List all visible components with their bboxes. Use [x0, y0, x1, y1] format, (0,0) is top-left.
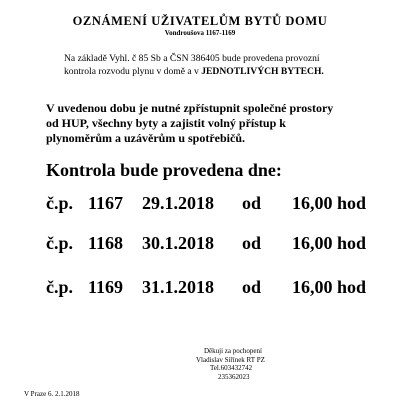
- phone-number-2: 235362023: [218, 372, 250, 381]
- row-date: 31.1.2018: [142, 277, 214, 297]
- row-prefix: č.p.: [46, 277, 73, 297]
- place-date: V Praze 6. 2.1.2018: [24, 390, 80, 398]
- row-date: 30.1.2018: [142, 233, 214, 253]
- row-prefix: č.p.: [46, 193, 73, 213]
- row-od: od: [242, 277, 262, 297]
- row-prefix: č.p.: [46, 233, 73, 253]
- row-house-number: 1168: [88, 233, 124, 253]
- row-od: od: [242, 233, 262, 253]
- phone-number: Tel.603432742: [210, 364, 253, 372]
- row-house-number: 1167: [88, 193, 124, 213]
- row-od: od: [242, 193, 262, 213]
- thanks-text: Děkuji za pochopení: [204, 347, 262, 355]
- row-date: 29.1.2018: [142, 193, 214, 213]
- schedule-row: [46, 193, 367, 215]
- row-time: 16,00 hod: [292, 193, 367, 213]
- signer-name: Vladislav Siřínek RT PZ: [196, 355, 265, 364]
- row-time: 16,00 hod: [292, 277, 367, 297]
- row-house-number: 1169: [88, 277, 124, 297]
- intro-text: Na základě Vyhl. č 85 Sb a ČSN 386405 bude provedena provozní kontrola rozvodu plynu v domě a v: [64, 53, 320, 77]
- document-title: OZNÁMENÍ UŽIVATELŮM BYTŮ DOMU: [72, 14, 328, 28]
- schedule-row: [46, 233, 367, 255]
- signature-block: [196, 347, 265, 381]
- access-notice: V uvedenou dobu je nutné zpřístupnit společné prostory od HUP, všechny byty a zajistit volný přístup k plynoměrům a uzávěrům u spotřebičů.: [46, 101, 334, 145]
- intro-bold-text: JEDNOTLIVÝCH BYTECH.: [201, 66, 324, 77]
- schedule-row: [46, 277, 367, 299]
- document-subtitle: Vondroušova 1167-1169: [164, 29, 236, 37]
- schedule-heading: Kontrola bude provedena dne:: [46, 160, 282, 180]
- intro-paragraph: [64, 52, 346, 78]
- row-time: 16,00 hod: [292, 233, 367, 253]
